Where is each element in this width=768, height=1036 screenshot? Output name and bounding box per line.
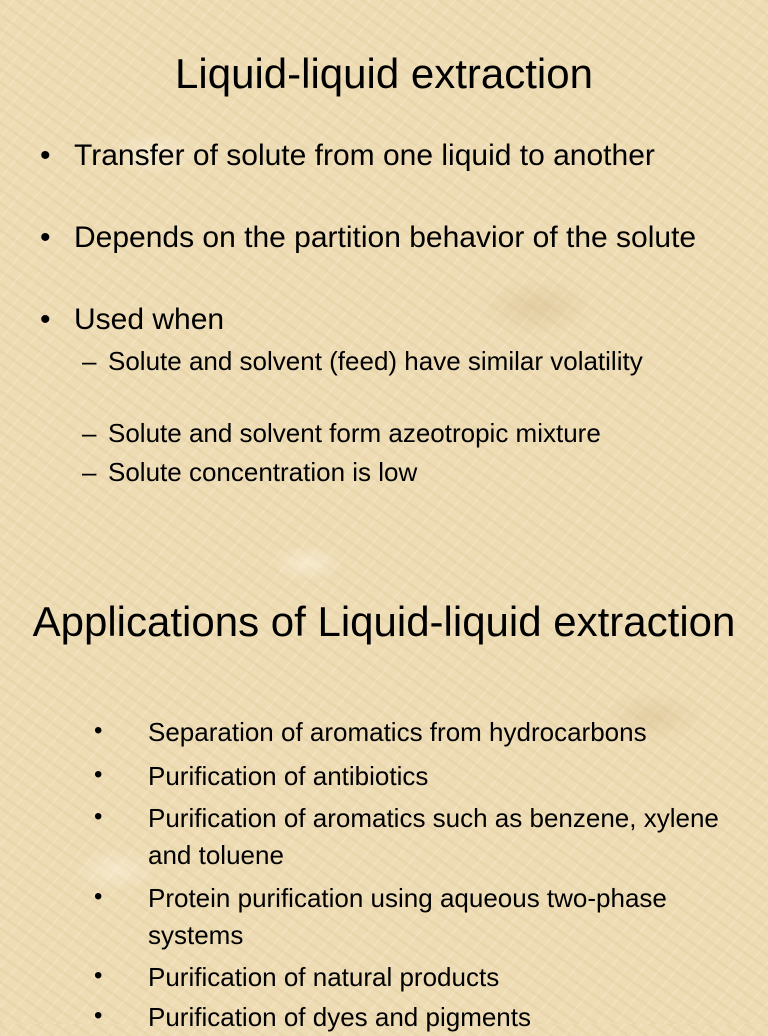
bullet-text: Protein purification using aqueous two-phase systems	[148, 883, 667, 950]
bullet-icon: •	[94, 962, 103, 989]
bullet-icon: •	[94, 717, 103, 744]
sub-bullet-text: Solute concentration is low	[108, 457, 418, 487]
bullet-icon: •	[94, 803, 103, 830]
list-item	[40, 138, 740, 174]
list-item	[82, 457, 722, 488]
sub-bullet-text: Solute and solvent (feed) have similar volatility	[108, 346, 643, 376]
list-item	[94, 714, 734, 751]
bullet-text: Purification of aromatics such as benzene, xylene and toluene	[148, 803, 719, 870]
dash-icon: –	[82, 418, 97, 448]
list-item	[94, 959, 734, 996]
list-item	[94, 800, 734, 874]
bullet-text: Purification of natural products	[148, 962, 500, 992]
bullet-text: Separation of aromatics from hydrocarbons	[148, 717, 647, 747]
slide2-title: Applications of Liquid-liquid extraction	[32, 598, 736, 645]
bullet-icon: •	[40, 139, 51, 172]
bullet-text: Used when	[74, 303, 225, 336]
bullet-icon: •	[40, 221, 51, 254]
list-item	[94, 880, 734, 954]
dash-icon: –	[82, 457, 97, 487]
bullet-icon: •	[94, 883, 103, 910]
bullet-icon: •	[40, 303, 51, 336]
list-item	[40, 302, 740, 338]
list-item	[82, 346, 722, 377]
list-item	[40, 220, 740, 256]
sub-bullet-text: Solute and solvent form azeotropic mixture	[108, 418, 601, 448]
bullet-text: Purification of dyes and pigments	[148, 1002, 531, 1032]
dash-icon: –	[82, 346, 97, 376]
list-item	[82, 418, 722, 449]
bullet-text: Transfer of solute from one liquid to another	[74, 139, 655, 172]
bullet-text: Purification of antibiotics	[148, 761, 429, 791]
list-item	[94, 999, 734, 1036]
bullet-text: Depends on the partition behavior of the solute	[74, 221, 697, 254]
list-item	[94, 758, 734, 795]
bullet-icon: •	[94, 1002, 103, 1029]
bullet-icon: •	[94, 761, 103, 788]
slide1-title: Liquid-liquid extraction	[175, 50, 593, 97]
